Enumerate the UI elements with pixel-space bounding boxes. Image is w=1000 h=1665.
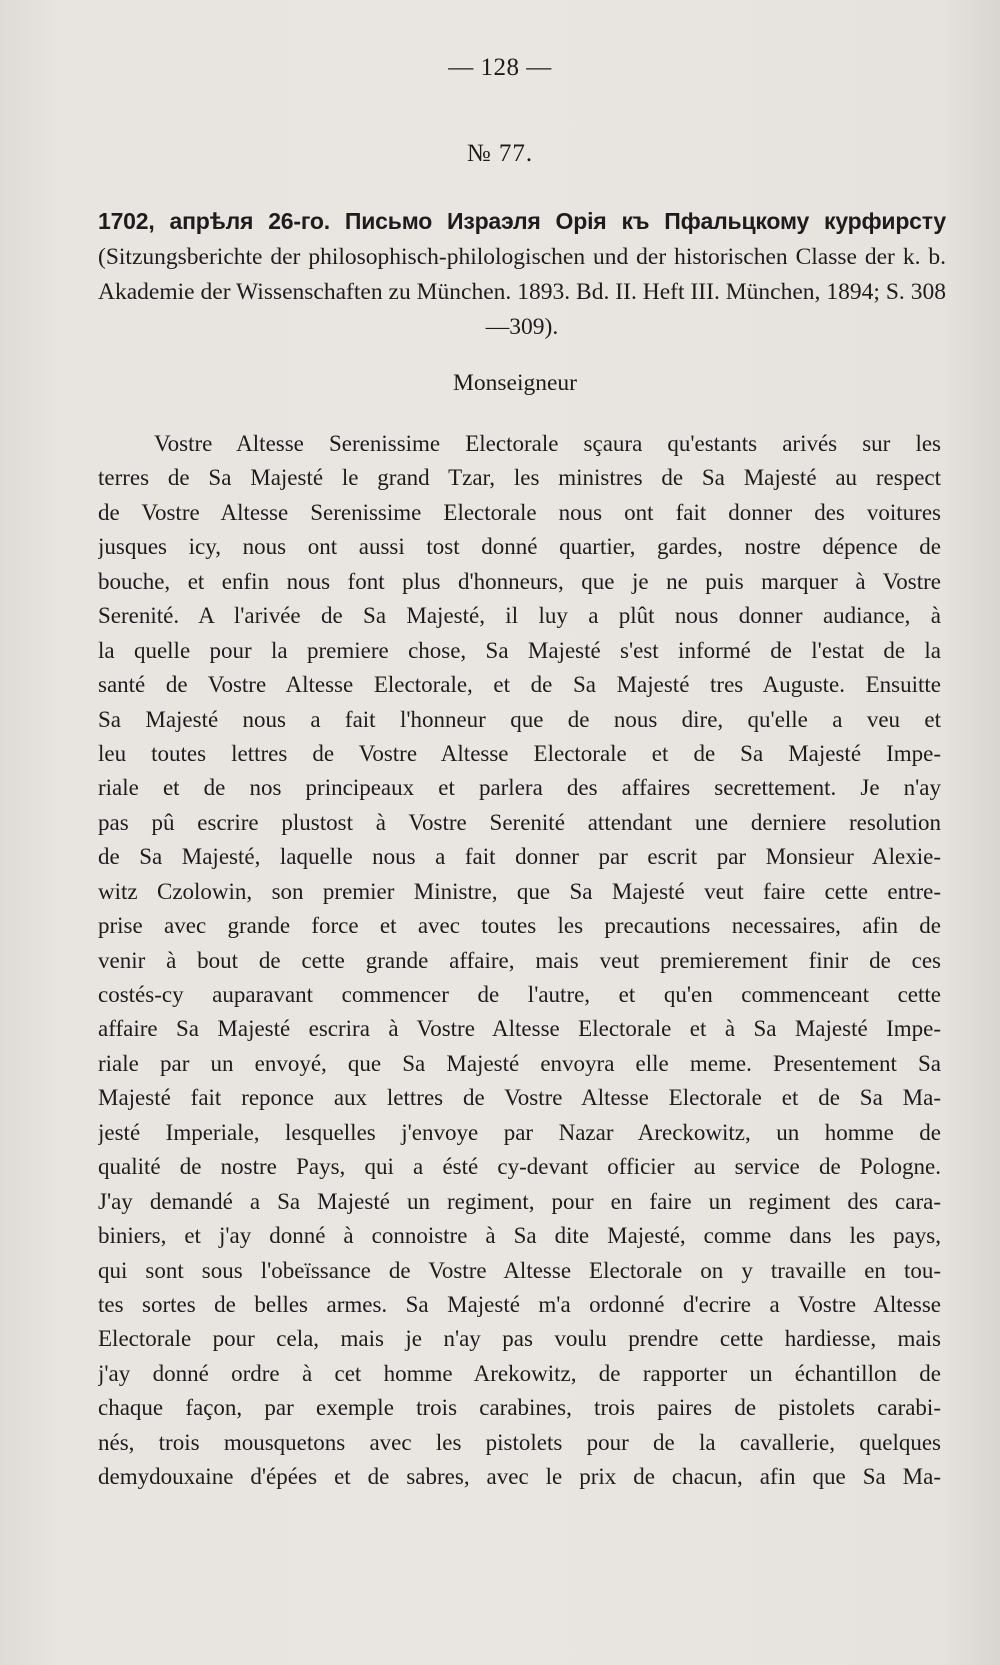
body-line: affaire Sa Majesté escrira à Vostre Altesse Electorale et à Sa Majesté Impe- (98, 1016, 941, 1042)
body-line: Vostre Altesse Serenissime Electorale sçaura qu'estants arivés sur les (154, 431, 941, 456)
letter-salutation: Monseigneur (452, 370, 577, 396)
body-line: chaque façon, par exemple trois carabines, trois paires de pistolets carabi- (98, 1395, 941, 1421)
body-line: nés, trois mousquetons avec les pistolets pour de la cavallerie, quelques (98, 1429, 941, 1455)
body-line: demydouxaine d'épées et de sabres, avec le prix de chacun, afin que Sa Ma- (98, 1464, 941, 1490)
heading-source-citation: (Sitzungsberichte der philosophisch-philologischen und der historischen Classe der k. b. Akademie der Wissenschaften zu München. 1893. Bd. II. Heft III. München, 1894; S. 308—309). (98, 244, 946, 340)
body-line: Majesté fait reponce aux lettres de Vostre Altesse Electorale et de Sa Ma- (98, 1085, 941, 1111)
page-number: — 128 — (448, 54, 552, 81)
body-line: jesté Imperiale, lesquelles j'envoye par Nazar Areckowitz, un homme de (98, 1119, 941, 1145)
body-line: de Vostre Altesse Serenissime Electorale nous ont fait donner des voitures (98, 499, 941, 525)
body-line: Serenité. A l'arivée de Sa Majesté, il luy a plût nous donner audiance, à (98, 603, 941, 629)
body-line: witz Czolowin, son premier Ministre, que Sa Majesté veut faire cette entre- (98, 878, 941, 904)
document-heading (98, 204, 946, 345)
body-line: biniers, et j'ay donné à connoistre à Sa dite Majesté, comme dans les pays, (98, 1223, 941, 1249)
body-line: qualité de nostre Pays, qui a ésté cy-devant officier au service de Pologne. (98, 1154, 941, 1180)
body-line: Electorale pour cela, mais je n'ay pas voulu prendre cette hardiesse, mais (98, 1326, 941, 1352)
body-line: j'ay donné ordre à cet homme Arekowitz, de rapporter un échantillon de (98, 1360, 941, 1386)
body-line: leu toutes lettres de Vostre Altesse Electorale et de Sa Majesté Impe- (98, 740, 941, 766)
body-line: bouche, et enfin nous font plus d'honneurs, que je ne puis marquer à Vostre (98, 568, 941, 594)
body-line: venir à bout de cette grande affaire, mais veut premierement finir de ces (98, 947, 941, 973)
letter-body (98, 427, 941, 1495)
body-line: terres de Sa Majesté le grand Tzar, les ministres de Sa Majesté au respect (98, 465, 941, 491)
body-line: qui sont sous l'obeïssance de Vostre Altesse Electorale on y travaille en tou- (98, 1257, 941, 1283)
body-line: jusques icy, nous ont aussi tost donné quartier, gardes, nostre dépence de (98, 534, 941, 560)
document-number: № 77. (466, 140, 534, 167)
body-line: de Sa Majesté, laquelle nous a fait donner par escrit par Monsieur Alexie- (98, 844, 941, 870)
body-line: J'ay demandé a Sa Majesté un regiment, pour en faire un regiment des cara- (98, 1188, 941, 1214)
body-line: riale par un envoyé, que Sa Majesté envoyra elle meme. Presentement Sa (98, 1050, 941, 1076)
body-line: tes sortes de belles armes. Sa Majesté m'a ordonné d'ecrire a Vostre Altesse (98, 1291, 941, 1317)
body-line: Sa Majesté nous a fait l'honneur que de nous dire, qu'elle a veu et (98, 706, 941, 732)
body-line: riale et de nos principeaux et parlera des affaires secrettement. Je n'ay (98, 775, 941, 801)
heading-title: 1702, апрѣля 26-го. Письмо Израэля Орія къ Пфальцкому курфирсту (98, 208, 946, 234)
body-line: pas pû escrire plustost à Vostre Serenité attendant une derniere resolution (98, 809, 941, 835)
body-line: prise avec grande force et avec toutes les precautions necessaires, afin de (98, 913, 941, 939)
body-line: costés-cy auparavant commencer de l'autre, et qu'en commenceant cette (98, 982, 941, 1007)
body-line: santé de Vostre Altesse Electorale, et de Sa Majesté tres Auguste. Ensuitte (98, 672, 941, 698)
body-line: la quelle pour la premiere chose, Sa Majesté s'est informé de l'estat de la (98, 637, 941, 663)
